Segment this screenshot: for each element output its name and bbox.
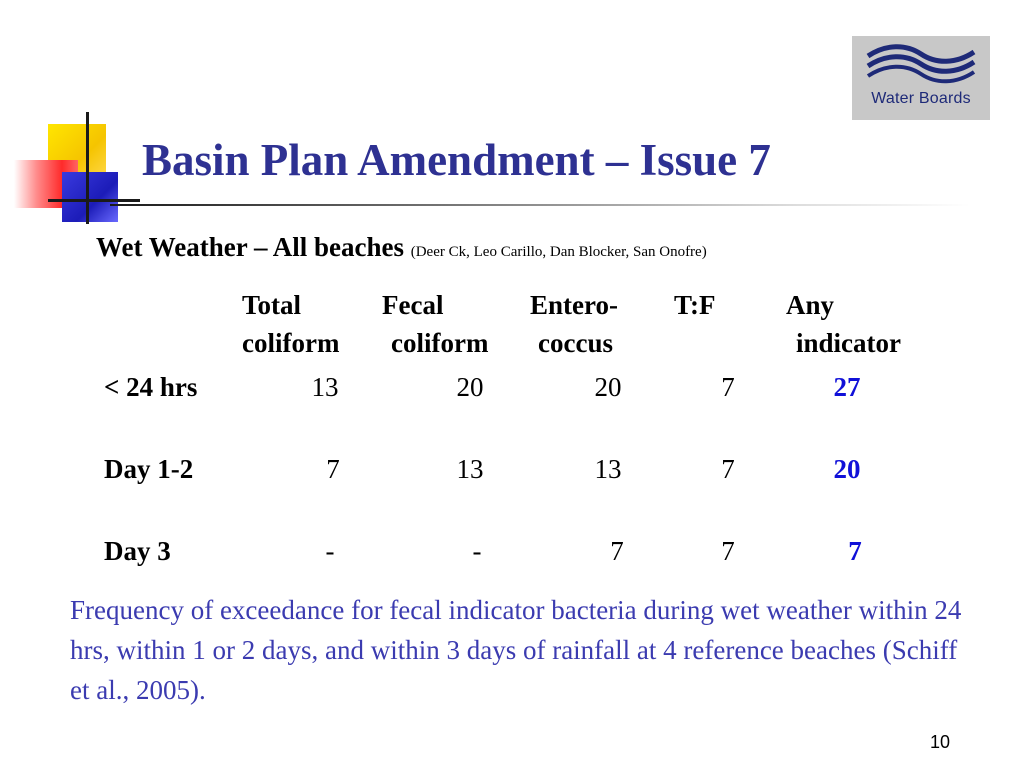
table-cell: - (472, 536, 482, 566)
table-cell: 7 (610, 536, 624, 566)
row-label-24hrs: < 24 hrs (104, 372, 198, 402)
header-total-coliform: Total coliform (242, 290, 340, 358)
table-cell: 7 (721, 536, 735, 566)
table-cell: 13 (311, 372, 339, 402)
header-any-indicator: Any indicator (786, 290, 901, 358)
water-boards-logo (852, 36, 990, 120)
row-label-day-3: Day 3 (104, 536, 171, 566)
table-subtitle (96, 232, 707, 263)
table-cell: 20 (594, 372, 622, 402)
decor-horizontal-line (48, 199, 140, 202)
table-cell: 13 (594, 454, 622, 484)
row-label-day-1-2: Day 1-2 (104, 454, 194, 484)
subtitle-main: Wet Weather – All beaches (96, 232, 404, 262)
any-indicator-cell: 27 (833, 372, 861, 402)
header-enterococcus: Entero- coccus (530, 290, 618, 358)
subtitle-note: (Deer Ck, Leo Carillo, Dan Blocker, San Onofre) (410, 244, 707, 260)
decor-blue-square (62, 172, 118, 222)
decor-vertical-line (86, 112, 89, 224)
table-cell: 7 (326, 454, 340, 484)
logo-text: Water Boards (871, 90, 971, 107)
table-cell: 7 (721, 372, 735, 402)
table-cell: 20 (456, 372, 484, 402)
waves-icon (866, 44, 976, 88)
page-number: 10 (930, 732, 951, 752)
any-indicator-cell: 20 (833, 454, 861, 484)
table-cell: - (325, 536, 335, 566)
header-fecal-coliform: Fecal coliform (382, 290, 489, 358)
caption-text: Frequency of exceedance for fecal indicator bacteria during wet weather within 24 hrs, within 1 or 2 days, and within 3 days of rainfall at 4 reference beaches (Schiff et al., 2005). (70, 595, 962, 705)
any-indicator-cell: 7 (848, 536, 862, 566)
title-underline (110, 204, 970, 206)
slide-title: Basin Plan Amendment – Issue 7 (142, 135, 771, 185)
header-tf-ratio: T:F (674, 290, 716, 320)
table-cell: 13 (456, 454, 484, 484)
table-cell: 7 (721, 454, 735, 484)
